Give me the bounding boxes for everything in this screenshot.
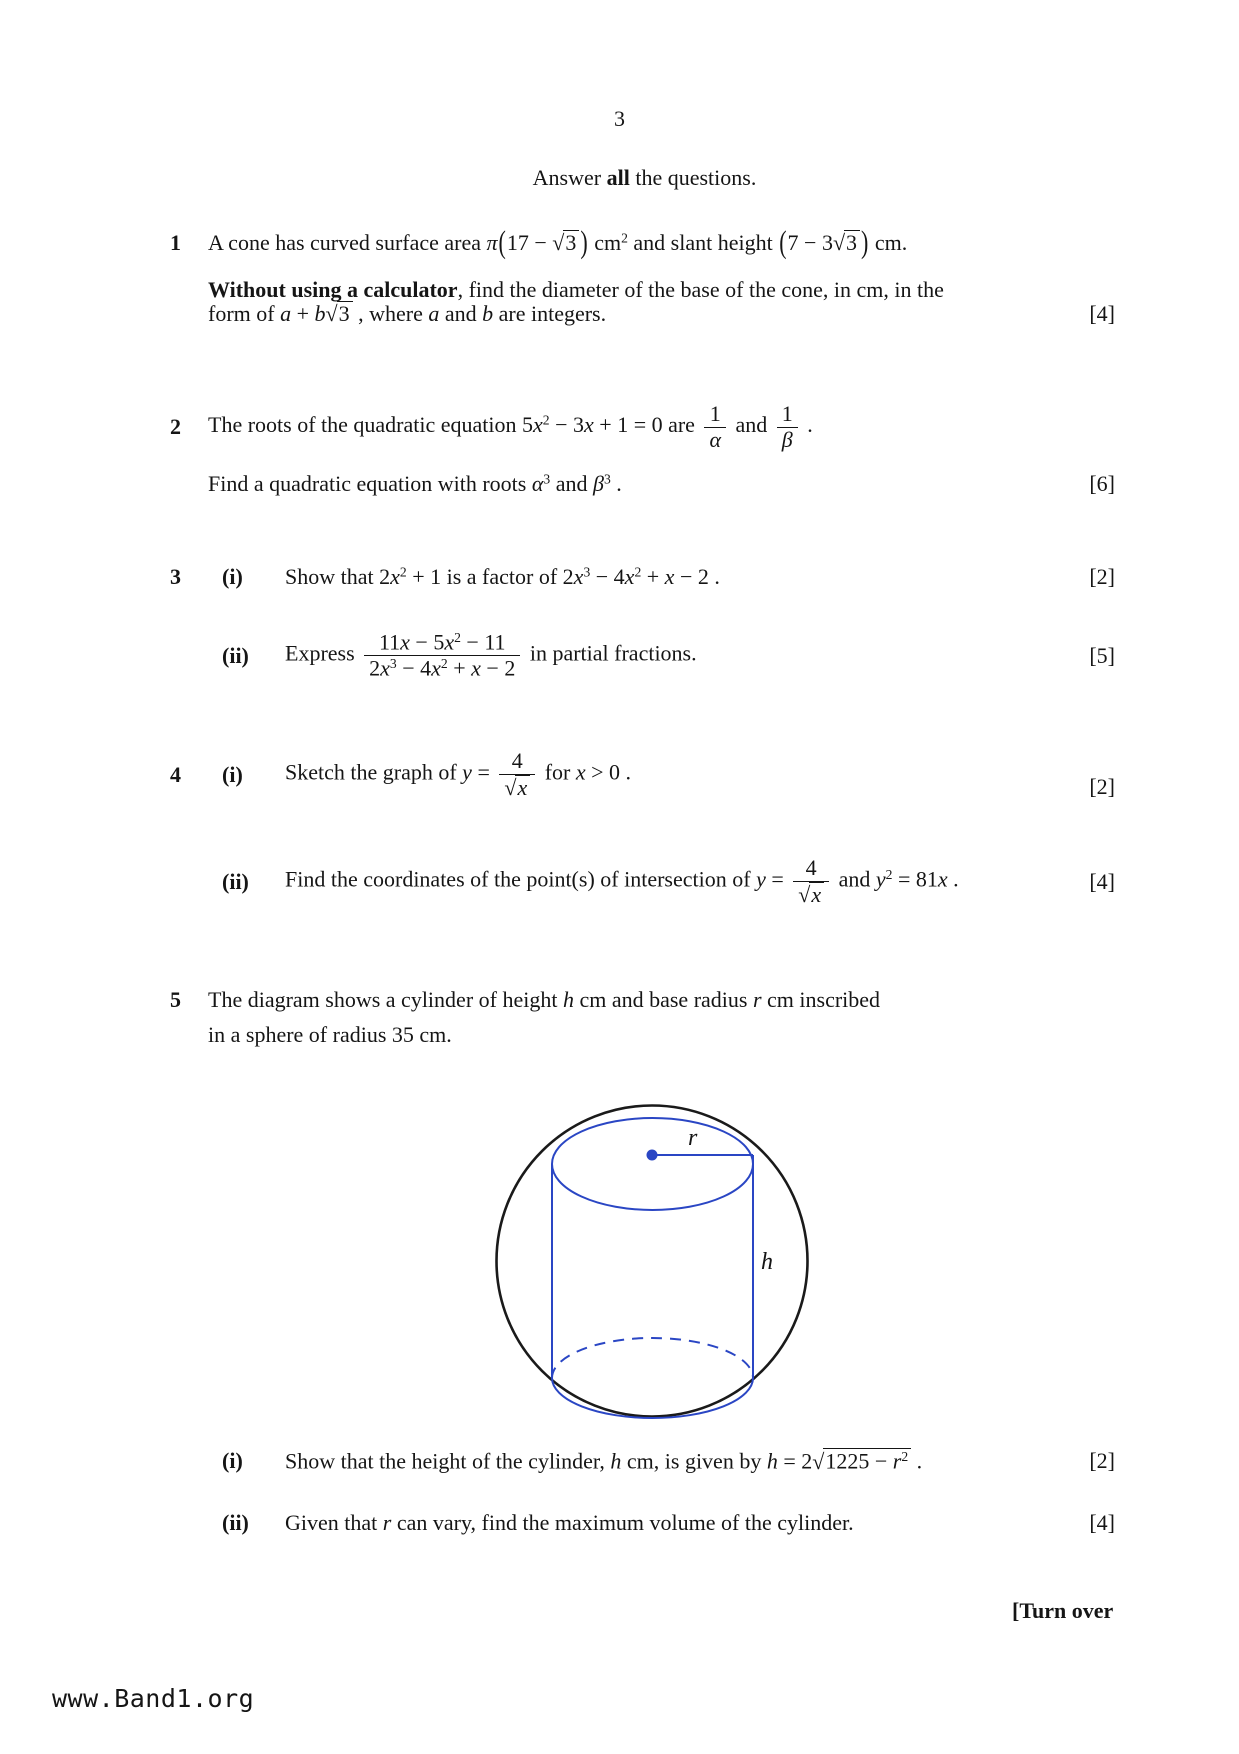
- q5-part-ii-text: [285, 1510, 854, 1536]
- text-segment: in partial fractions.: [524, 640, 697, 666]
- q1-row3: [170, 301, 1115, 327]
- text-segment: 2: [399, 564, 407, 580]
- text-segment: − 4: [396, 655, 432, 681]
- text-segment: 2: [440, 656, 448, 672]
- text-segment: x: [471, 655, 481, 681]
- turn-over-label: [Turn over: [1012, 1598, 1114, 1623]
- text-segment: a: [280, 301, 292, 326]
- text-segment: h: [610, 1448, 622, 1474]
- text-segment: 2: [634, 564, 642, 580]
- q1-line3: [208, 301, 606, 327]
- q5-row1: [170, 987, 1115, 1013]
- text-segment: r: [752, 987, 762, 1012]
- text-segment: , where: [352, 301, 429, 326]
- text-segment: and: [833, 866, 876, 892]
- text-segment: + 1 = 0 are: [593, 412, 701, 438]
- text-segment: h: [562, 987, 574, 1012]
- text-segment: (: [779, 223, 787, 260]
- text-segment: b: [314, 301, 326, 326]
- text-segment: x: [444, 629, 455, 655]
- text-segment: − 11: [460, 629, 506, 655]
- text-segment: − 2: [480, 655, 516, 681]
- text-segment: − 4: [590, 564, 625, 589]
- text-segment: 2: [901, 1449, 909, 1464]
- fraction-numerator: [499, 749, 535, 774]
- q5-line2: [208, 1022, 452, 1048]
- radical-sign: √: [832, 230, 846, 255]
- q2-row2: [170, 471, 1115, 497]
- text-segment: 2: [454, 630, 461, 645]
- q4-part-ii-label: (ii): [222, 868, 249, 894]
- text-segment: x: [624, 564, 635, 589]
- text-segment: x: [390, 564, 400, 589]
- q4-part-ii-row: [170, 856, 1115, 907]
- text-segment: a: [428, 301, 440, 326]
- fraction: [777, 402, 798, 452]
- text-segment: 3: [338, 301, 350, 326]
- text-segment: are integers.: [493, 301, 607, 326]
- q1-row2: [170, 277, 1115, 303]
- text-segment: x: [533, 412, 543, 438]
- cylinder-bottom-back-arc: [552, 1338, 753, 1378]
- text-segment: 5: [522, 412, 534, 438]
- text-segment: 1225 −: [825, 1448, 893, 1474]
- q5-line1: [208, 987, 880, 1013]
- radius-label: r: [688, 1125, 698, 1151]
- text-segment: cm.: [869, 230, 908, 255]
- text-segment: and: [550, 471, 593, 496]
- q5-part-i-label: (i): [222, 1448, 243, 1474]
- q1-line2: [208, 277, 944, 303]
- radicand: [515, 775, 530, 799]
- text-segment: 4: [511, 748, 523, 773]
- text-segment: Without using a calculator: [208, 277, 458, 302]
- text-segment: The diagram shows a cylinder of height: [208, 987, 563, 1012]
- q5-part-ii-marks: [4]: [1089, 1510, 1115, 1535]
- text-segment: form of: [208, 301, 281, 326]
- q4-part-ii-marks: [4]: [1089, 868, 1115, 894]
- q2-row1: [170, 402, 1115, 452]
- text-segment: = 81: [892, 866, 938, 892]
- q5-number: 5: [170, 987, 181, 1012]
- radicand: [823, 1448, 911, 1473]
- text-segment: Find the coordinates of the point(s) of intersection of: [285, 866, 757, 892]
- q5-part-i-marks: [2]: [1089, 1448, 1115, 1474]
- text-segment: cm: [588, 230, 622, 255]
- text-segment: + 1 is a factor of: [406, 564, 563, 589]
- text-segment: x: [573, 564, 584, 589]
- text-segment: x: [380, 655, 390, 681]
- radicand: [337, 301, 353, 325]
- text-segment: cm, is given by: [621, 1448, 767, 1474]
- text-segment: =: [471, 759, 496, 785]
- q2-marks: [6]: [1089, 471, 1115, 496]
- fraction-denominator: [704, 427, 726, 453]
- q4-part-i-row: [170, 749, 1115, 800]
- q3-part-i-row: [170, 564, 1115, 590]
- height-label: h: [761, 1249, 773, 1275]
- text-segment: 3: [603, 471, 611, 487]
- text-segment: x: [664, 564, 675, 589]
- text-segment: α: [709, 426, 722, 452]
- sphere-center-dot: [647, 1150, 658, 1161]
- text-segment: in a sphere of radius 35 cm.: [208, 1022, 452, 1047]
- q3-part-i-text: [285, 564, 720, 590]
- text-segment: can vary, find the maximum volume of the cylinder.: [391, 1510, 854, 1535]
- text-segment: − 3: [549, 412, 585, 438]
- text-segment: .: [801, 412, 813, 438]
- text-segment: 11: [378, 629, 401, 655]
- instruction-pre: Answer: [532, 165, 607, 190]
- fraction: [793, 856, 829, 907]
- radical-sign: √: [504, 774, 517, 800]
- text-segment: , find the diameter of the base of the cone, in cm, in the: [457, 277, 944, 302]
- text-segment: 2: [562, 564, 574, 589]
- q3-number: 3: [170, 564, 181, 589]
- text-segment: b: [482, 301, 494, 326]
- radical: [552, 230, 579, 254]
- text-segment: 3: [846, 230, 858, 255]
- text-segment: β: [592, 471, 604, 496]
- radical-sign: √: [325, 301, 338, 326]
- q5-part-i-text: [285, 1448, 922, 1475]
- fraction: [499, 749, 535, 800]
- q5-part-ii-row: [170, 1510, 1115, 1536]
- text-segment: (: [498, 223, 506, 260]
- text-segment: 2: [379, 564, 391, 589]
- text-segment: h: [766, 1448, 778, 1474]
- text-segment: 7 − 3: [787, 230, 833, 255]
- fraction-denominator: [777, 427, 798, 453]
- fraction: [364, 630, 520, 681]
- q1-line1: [208, 223, 908, 260]
- q4-part-i-marks: [2]: [1089, 774, 1115, 800]
- text-segment: x: [575, 759, 586, 785]
- q1-row1: [170, 223, 1115, 260]
- text-segment: π: [486, 230, 498, 255]
- instruction-bold: all: [606, 165, 630, 190]
- text-segment: − 2 .: [674, 564, 720, 589]
- q5-part-ii-label: (ii): [222, 1510, 249, 1535]
- text-segment: Find a quadratic equation with roots: [208, 471, 532, 496]
- text-segment: 2: [542, 412, 550, 428]
- radical-sign: √: [798, 881, 811, 907]
- text-segment: 3: [389, 656, 397, 672]
- instruction: [50, 165, 1239, 191]
- q3-part-ii-row: [170, 630, 1115, 681]
- text-segment: and: [730, 412, 773, 438]
- text-segment: ): [861, 223, 869, 260]
- text-segment: α: [531, 471, 544, 496]
- cylinder-top-ellipse: [552, 1118, 753, 1210]
- q4-part-ii-text: [285, 856, 959, 907]
- text-segment: for: [539, 759, 576, 785]
- radicand: [844, 230, 860, 254]
- q2-line1: [208, 402, 813, 452]
- q3-part-i-marks: [2]: [1089, 564, 1115, 589]
- radical-sign: √: [812, 1448, 825, 1474]
- text-segment: and slant height: [627, 230, 779, 255]
- q3-part-i-label: (i): [222, 564, 243, 589]
- fraction-denominator: [364, 655, 520, 681]
- radicand: [809, 882, 824, 906]
- text-segment: x: [431, 655, 441, 681]
- text-segment: =: [765, 866, 790, 892]
- text-segment: 2: [885, 867, 893, 883]
- fraction-numerator: [777, 402, 798, 427]
- q1-number: 1: [170, 230, 181, 255]
- text-segment: > 0 .: [585, 759, 632, 785]
- text-segment: 17 −: [506, 230, 553, 255]
- text-segment: y: [462, 759, 472, 785]
- text-segment: Show that the height of the cylinder,: [285, 1448, 611, 1474]
- text-segment: 2: [369, 655, 381, 681]
- text-segment: x: [517, 774, 528, 800]
- text-segment: 2: [621, 230, 628, 246]
- text-segment: 1: [709, 401, 721, 426]
- radical: [504, 775, 530, 799]
- text-segment: x: [584, 412, 594, 438]
- q3-part-ii-marks: [5]: [1089, 642, 1115, 668]
- q3-part-ii-label: (ii): [222, 642, 249, 668]
- text-segment: +: [641, 564, 665, 589]
- text-segment: .: [947, 866, 959, 892]
- q5-row2: [170, 1022, 1115, 1048]
- radical-sign: √: [552, 230, 565, 255]
- radical: [326, 301, 353, 325]
- fraction: [704, 402, 726, 452]
- q3-part-ii-text: [285, 630, 697, 681]
- radical: [798, 882, 824, 906]
- text-segment: y: [756, 866, 766, 892]
- text-segment: and: [439, 301, 483, 326]
- text-segment: 4: [805, 855, 817, 880]
- text-segment: x: [811, 881, 822, 907]
- text-segment: cm inscribed: [761, 987, 881, 1012]
- text-segment: ): [580, 223, 588, 260]
- fraction-denominator: [793, 881, 829, 908]
- text-segment: Sketch the graph of: [285, 759, 463, 785]
- page-number: 3: [614, 106, 625, 131]
- text-segment: Show that: [285, 564, 380, 589]
- text-segment: x: [937, 866, 948, 892]
- radicand: [563, 230, 579, 254]
- fraction-numerator: [364, 630, 520, 655]
- text-segment: .: [911, 1448, 923, 1474]
- text-segment: A cone has curved surface area: [208, 230, 487, 255]
- radical: [833, 230, 860, 254]
- radical: [812, 1448, 911, 1473]
- q2-number: 2: [170, 414, 181, 440]
- text-segment: y: [875, 866, 886, 892]
- text-segment: +: [291, 301, 315, 326]
- fraction-denominator: [499, 774, 535, 801]
- text-segment: r: [892, 1448, 902, 1474]
- text-segment: cm and base radius: [573, 987, 753, 1012]
- text-segment: .: [610, 471, 622, 496]
- fraction-numerator: [793, 856, 829, 881]
- text-segment: 3: [543, 471, 551, 487]
- q5-part-i-row: [170, 1448, 1115, 1475]
- text-segment: 3: [583, 564, 591, 580]
- text-segment: Express: [285, 640, 361, 666]
- text-segment: r: [382, 1510, 392, 1535]
- text-segment: 1: [781, 401, 793, 426]
- text-segment: 3: [565, 230, 577, 255]
- instruction-post: the questions.: [629, 165, 757, 190]
- fraction-numerator: [704, 402, 726, 427]
- q4-number: 4: [170, 761, 181, 787]
- footer-site-label: www.Band1.org: [52, 1684, 255, 1713]
- text-segment: − 5: [409, 629, 445, 655]
- text-segment: +: [447, 655, 472, 681]
- text-segment: Given that: [285, 1510, 383, 1535]
- q1-marks: [4]: [1089, 301, 1115, 326]
- q4-part-i-label: (i): [222, 761, 243, 787]
- text-segment: β: [781, 426, 793, 452]
- q2-line2: [208, 471, 622, 497]
- text-segment: = 2: [777, 1448, 813, 1474]
- cylinder-in-sphere-diagram: [485, 1088, 821, 1440]
- text-segment: x: [400, 629, 410, 655]
- text-segment: The roots of the quadratic equation: [208, 412, 523, 438]
- q4-part-i-text: [285, 749, 631, 800]
